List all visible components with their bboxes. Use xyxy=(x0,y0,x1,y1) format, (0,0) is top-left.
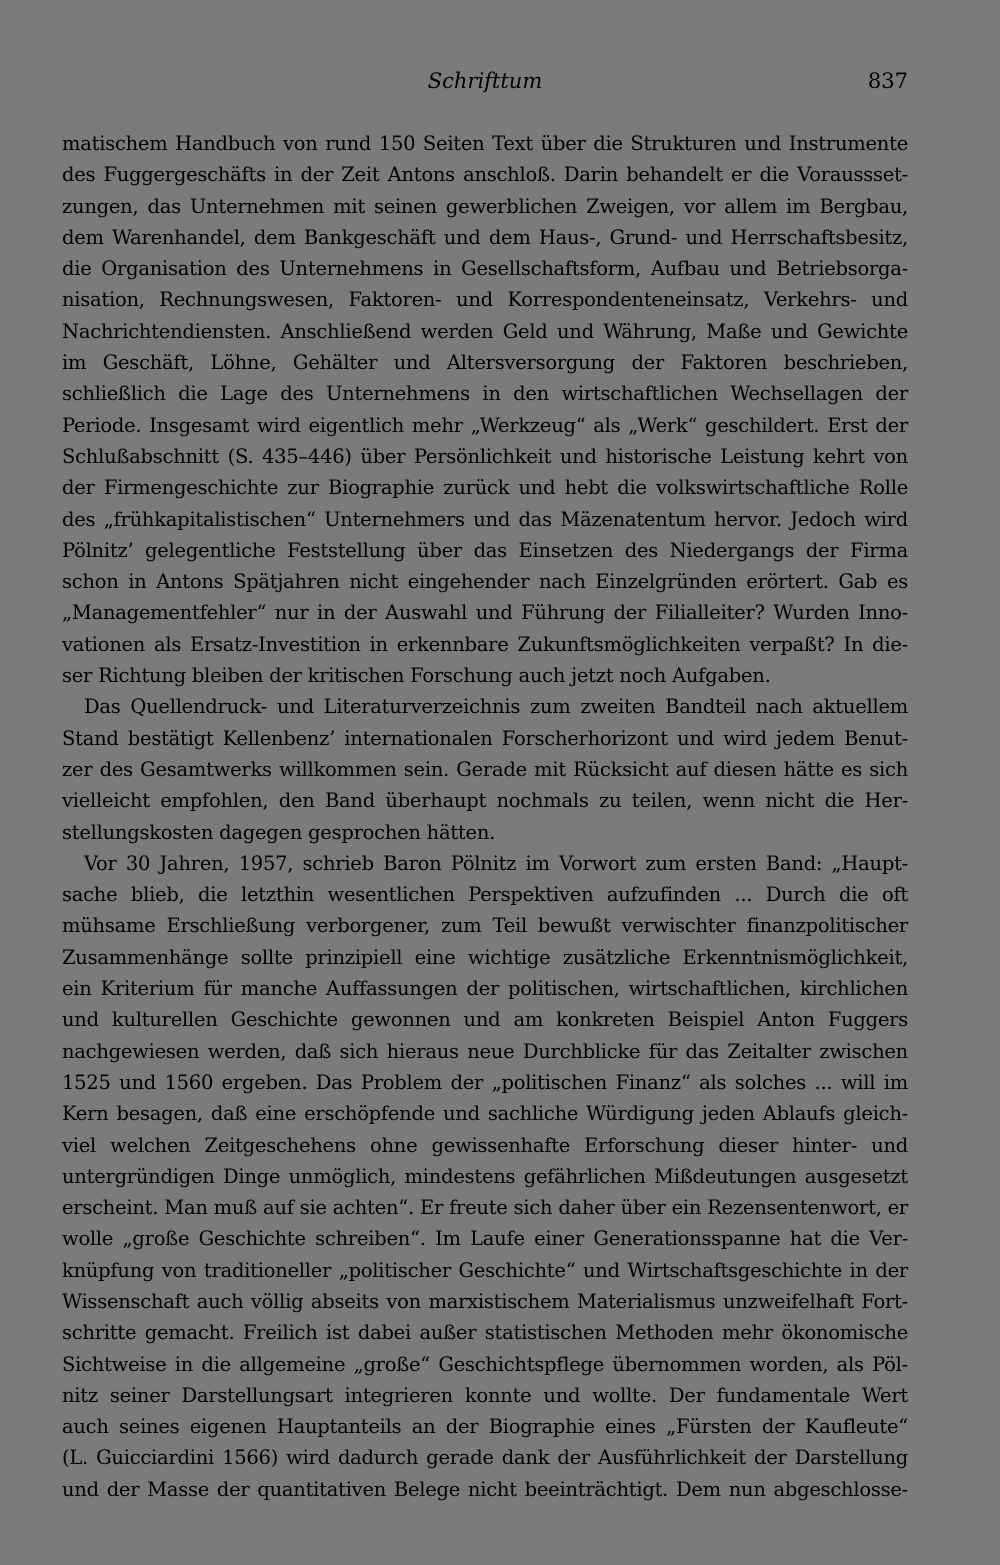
text-line: Wissenschaft auch völlig abseits von marxistischem Materialismus unzweifelhaft Fort- xyxy=(62,1289,908,1313)
text-line: wolle „große Geschichte schreiben“. Im Laufe einer Generationsspanne hat die Ver- xyxy=(62,1227,908,1251)
text-line: „Managementfehler“ nur in der Auswahl und Führung der Filialleiter? Wurden Inno- xyxy=(62,601,908,625)
text-line: Schlußabschnitt (S. 435–446) über Persönlichkeit und historische Leistung kehrt von xyxy=(62,444,908,468)
text-line: des Fuggergeschäfts in der Zeit Antons anschloß. Darin behandelt er die Voraussset- xyxy=(62,163,908,187)
text-line: vielleicht empfohlen, den Band überhaupt nochmals zu teilen, wenn nicht die Her- xyxy=(62,789,908,813)
text-line: des „frühkapitalistischen“ Unternehmers und das Mäzenatentum hervor. Jedoch wird xyxy=(62,507,908,531)
text-line: stellungskosten dagegen gesprochen hätten. xyxy=(62,820,496,844)
text-line: matischem Handbuch von rund 150 Seiten Text über die Strukturen und Instrumente xyxy=(62,132,908,155)
text-line: Stand bestätigt Kellenbenz’ internationalen Forscherhorizont und wird jedem Benut- xyxy=(62,726,908,750)
text-line: nisation, Rechnungswesen, Faktoren- und Korrespondenteneinsatz, Verkehrs- und xyxy=(62,288,908,312)
body-text xyxy=(62,128,908,1505)
text-line: Pölnitz’ gelegentliche Feststellung über das Einsetzen des Niedergangs der Firma xyxy=(62,538,908,562)
text-line: nachgewiesen werden, daß sich hieraus neue Durchblicke für das Zeitalter zwischen xyxy=(62,1039,908,1063)
paragraph xyxy=(62,848,908,1505)
text-line: Das Quellendruck- und Literaturverzeichnis zum zweiten Bandteil nach aktuellem xyxy=(84,695,908,719)
text-line: und der Masse der quantitativen Belege nicht beeinträchtigt. Dem nun abgeschlosse- xyxy=(62,1477,908,1501)
text-line: schließlich die Lage des Unternehmens in den wirtschaftlichen Wechsellagen der xyxy=(62,382,908,406)
page-number: 837 xyxy=(867,69,908,93)
text-line: 1525 und 1560 ergeben. Das Problem der „politischen Finanz“ als solches ... will im xyxy=(62,1070,908,1094)
text-line: Periode. Insgesamt wird eigentlich mehr „Werkzeug“ als „Werk“ geschildert. Erst der xyxy=(62,413,908,437)
text-line: (L. Guicciardini 1566) wird dadurch gerade dank der Ausführlichkeit der Darstellung xyxy=(62,1446,908,1470)
text-line: knüpfung von traditioneller „politischer Geschichte“ und Wirtschaftsgeschichte in der xyxy=(62,1258,908,1282)
text-line: dem Warenhandel, dem Bankgeschäft und dem Haus-, Grund- und Herrschaftsbesitz, xyxy=(62,225,908,249)
text-line: der Firmengeschichte zur Biographie zurück und hebt die volkswirtschaftliche Rolle xyxy=(62,476,908,500)
text-line: Zusammenhänge sollte prinzipiell eine wichtige zusätzliche Erkenntnismöglichkeit, xyxy=(62,945,908,969)
text-line: schon in Antons Spätjahren nicht eingehender nach Einzelgründen erörtert. Gab es xyxy=(62,570,908,594)
paragraph xyxy=(62,128,908,691)
text-line: sache blieb, die letzthin wesentlichen Perspektiven aufzufinden ... Durch die oft xyxy=(62,883,908,907)
text-line: zer des Gesamtwerks willkommen sein. Gerade mit Rücksicht auf diesen hätte es sich xyxy=(62,757,908,781)
text-line: viel welchen Zeitgeschehens ohne gewissenhafte Erforschung dieser hinter- und xyxy=(62,1133,908,1157)
text-line: die Organisation des Unternehmens in Gesellschaftsform, Aufbau und Betriebsorga- xyxy=(62,257,908,281)
text-line: auch seines eigenen Hauptanteils an der Biographie eines „Fürsten der Kaufleute“ xyxy=(62,1415,908,1439)
text-line: vationen als Ersatz-Investition in erkennbare Zukunftsmöglichkeiten verpaßt? In die- xyxy=(62,632,908,656)
text-line: erscheint. Man muß auf sie achten“. Er freute sich daher über ein Rezensentenwort, er xyxy=(62,1196,908,1220)
text-line: Kern besagen, daß eine erschöpfende und sachliche Würdigung jeden Ablaufs gleich- xyxy=(62,1102,908,1126)
running-head xyxy=(62,66,908,100)
text-line: untergründigen Dinge unmöglich, mindestens gefährlichen Mißdeutungen ausgesetzt xyxy=(62,1164,908,1188)
text-line: und kulturellen Geschichte gewonnen und am konkreten Beispiel Anton Fuggers xyxy=(62,1008,908,1032)
text-line: ein Kriterium für manche Auffassungen der politischen, wirtschaftlichen, kirchlichen xyxy=(62,977,908,1001)
text-line: zungen, das Unternehmen mit seinen gewerblichen Zweigen, vor allem im Bergbau, xyxy=(62,194,908,218)
text-line: mühsame Erschließung verborgener, zum Teil bewußt verwischter finanzpolitischer xyxy=(62,914,908,938)
text-line: ser Richtung bleiben der kritischen Forschung auch jetzt noch Aufgaben. xyxy=(62,664,771,688)
text-line: schritte gemacht. Freilich ist dabei außer statistischen Methoden mehr ökonomische xyxy=(62,1321,908,1345)
running-title: Schrifttum xyxy=(427,69,543,93)
text-line: Vor 30 Jahren, 1957, schrieb Baron Pölnitz im Vorwort zum ersten Band: „Haupt- xyxy=(84,851,908,875)
text-line: im Geschäft, Löhne, Gehälter und Altersversorgung der Faktoren beschrieben, xyxy=(62,351,908,375)
text-line: Sichtweise in die allgemeine „große“ Geschichtspflege übernommen worden, als Pöl- xyxy=(62,1352,908,1376)
paragraph xyxy=(62,691,908,847)
text-line: nitz seiner Darstellungsart integrieren konnte und wollte. Der fundamentale Wert xyxy=(62,1383,908,1407)
text-line: Nachrichtendiensten. Anschließend werden Geld und Währung, Maße und Gewichte xyxy=(62,319,908,343)
